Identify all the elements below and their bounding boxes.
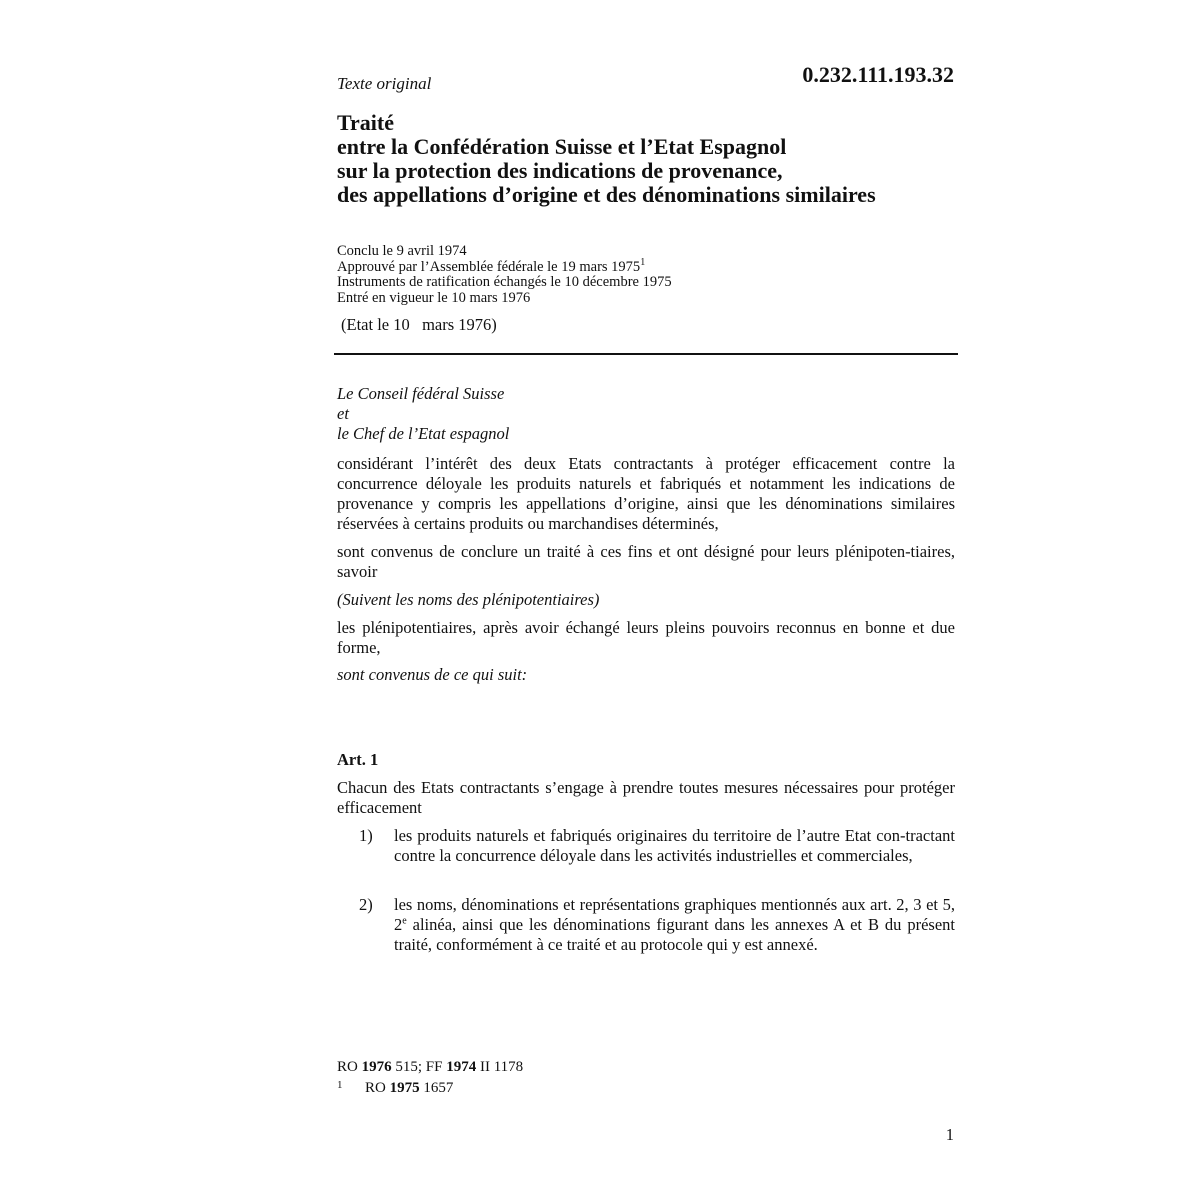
preamble-party-2: le Chef de l’Etat espagnol (337, 424, 510, 443)
list-item (337, 826, 955, 866)
treaty-metadata (337, 244, 672, 306)
footnote-ro: RO (365, 1080, 386, 1096)
article-1-heading: Art. 1 (337, 750, 379, 769)
system-number: 0.232.111.193.32 (802, 62, 954, 87)
concluded-date: Conclu le 9 avril 1974 (337, 243, 467, 259)
preamble-party-1: Le Conseil fédéral Suisse (337, 384, 505, 403)
source-footnote (337, 1059, 523, 1076)
list-item (337, 895, 955, 955)
list-item-text (394, 895, 955, 955)
list-item-text: les produits naturels et fabriqués originaires du territoire de l’autre Etat con-tractant contre la concurrence déloyale dans les activités industrielles et commerciales, (394, 826, 955, 865)
treaty-title (337, 111, 876, 207)
header-divider (334, 353, 958, 355)
approved-date (337, 256, 672, 276)
source-ff-ref: II 1178 (479, 1059, 524, 1075)
title-line: Traité (337, 110, 395, 135)
source-ro-year: 1976 (361, 1059, 392, 1075)
article-1-intro: Chacun des Etats contractants s’engage à prendre toutes mesures nécessaires pour protéger efficacement (337, 778, 955, 817)
preamble-agreed: sont convenus de conclure un traité à ces fins et ont désigné pour leurs plénipoten-tiaires, savoir (337, 542, 955, 581)
preamble-plenipotentiaries-note: (Suivent les noms des plénipotentiaires) (337, 590, 600, 609)
title-line: sur la protection des indications de provenance, (337, 158, 783, 183)
approved-text: Approuvé par l’Assemblée fédérale le 19 mars 1975 (337, 258, 641, 275)
preamble-considering: considérant l’intérêt des deux Etats contractants à protéger efficacement contre la concurrence déloyale les produits naturels et fabriqués et notamment les indications de provenance y compris les appellations d’origine, ainsi que les dénominations similaires réservées à certains produits ou marchandises déterminés, (337, 454, 955, 533)
title-line: entre la Confédération Suisse et l’Etat Espagnol (337, 134, 787, 159)
ordinal-suffix: e (402, 915, 407, 927)
list-item-text-part: alinéa, ainsi que les dénominations figurant dans les annexes A et B du présent traité, conformément à ce traité et au protocole qui y est annexé. (394, 915, 955, 954)
source-ro-page: 515; FF (395, 1059, 443, 1075)
list-item-number: 2) (359, 895, 373, 914)
footnote-ref[interactable]: 1 (640, 256, 646, 268)
footnote-year: 1975 (389, 1080, 420, 1096)
ratification-date: Instruments de ratification échangés le 10 décembre 1975 (337, 274, 672, 291)
preamble-plenipotentiaries: les plénipotentiaires, après avoir échangé leurs pleins pouvoirs reconnus en bonne et due forme, (337, 618, 955, 657)
list-item-number: 1) (359, 826, 373, 845)
preamble-and: et (337, 404, 349, 423)
state-date: (Etat le 10 mars 1976) (341, 315, 497, 334)
title-line: des appellations d’origine et des dénominations similaires (337, 182, 876, 207)
page-number: 1 (945, 1125, 954, 1144)
source-ff-year: 1974 (446, 1059, 477, 1075)
footnote-number: 1 (337, 1079, 343, 1091)
list-item-text-part: les noms, dénominations et représentations graphiques mentionnés aux art. 2, 3 et 5, 2 (394, 895, 955, 934)
original-text-label: Texte original (337, 74, 432, 93)
preamble-closing: sont convenus de ce qui suit: (337, 665, 528, 684)
source-ro: RO (337, 1059, 358, 1075)
footnote-1 (337, 1080, 453, 1097)
entry-into-force-date: Entré en vigueur le 10 mars 1976 (337, 289, 531, 306)
footnote-page: 1657 (423, 1080, 454, 1096)
